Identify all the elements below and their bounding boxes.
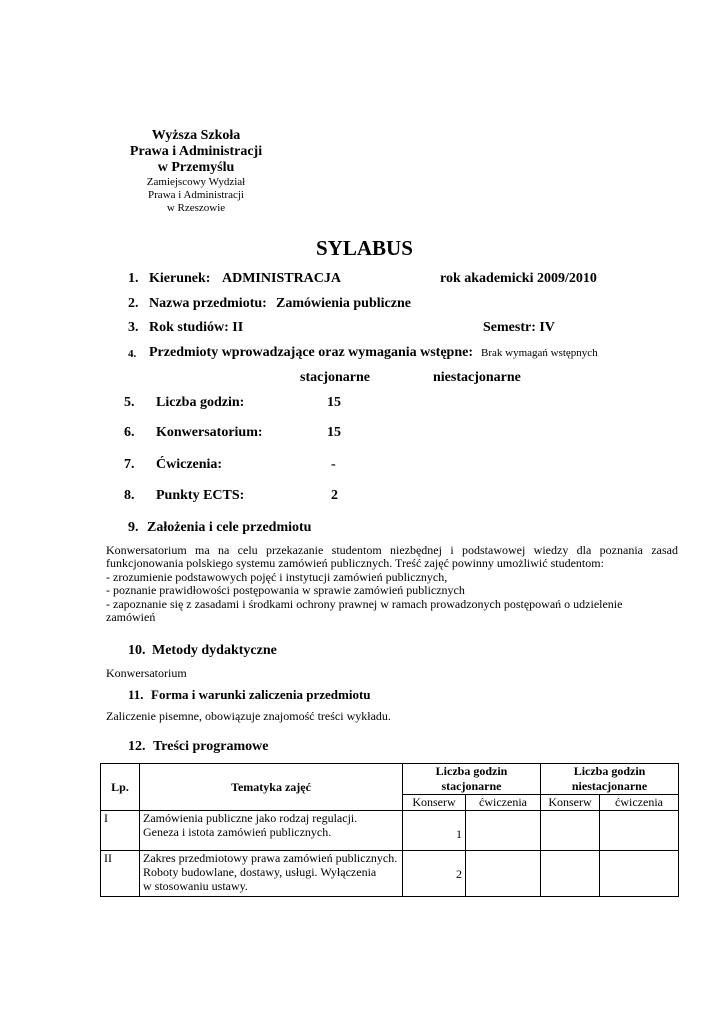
field-prerequisites-label: Przedmioty wprowadzające oraz wymagania wstępne:	[149, 345, 474, 360]
ects-label: Punkty ECTS:	[156, 488, 245, 503]
hours-total-value: 15	[327, 395, 341, 410]
item-number: 8.	[124, 488, 135, 503]
topic-line: Zamówienia publiczne jako rodzaj regulacji.	[143, 811, 358, 825]
institution-header	[108, 128, 284, 215]
field-prerequisites-value: Brak wymagań wstępnych	[481, 347, 598, 359]
sub-konserw-header: Konserw	[541, 795, 600, 811]
section-heading-program: Treści programowe	[153, 739, 269, 754]
institution-name-line2: Prawa i Administracji	[129, 144, 263, 159]
konwersatorium-label: Konwersatorium:	[156, 425, 263, 440]
assessment-text: Zaliczenie pisemne, obowiązuje znajomość treści wykładu.	[106, 709, 391, 723]
section-number: 10.	[128, 643, 146, 658]
academic-year: rok akademicki 2009/2010	[440, 271, 597, 286]
department-line2: Prawa i Administracji	[148, 189, 244, 201]
row-lp: II	[101, 851, 140, 897]
row-empty-cell	[466, 811, 541, 851]
sub-cwiczenia-header: ćwiczenia	[600, 795, 679, 811]
row-empty-cell	[600, 811, 679, 851]
col-stationary-header	[403, 764, 541, 795]
mode-nonstationary-header: niestacjonarne	[433, 370, 521, 385]
field-kierunek-value: ADMINISTRACJA	[222, 271, 342, 286]
item-number: 3.	[128, 320, 139, 335]
section-heading-assessment: Forma i warunki zaliczenia przedmiotu	[151, 687, 371, 702]
row-hours: 1	[403, 811, 466, 851]
topic-line: Zakres przedmiotowy prawa zamówień publicznych.	[143, 851, 398, 865]
program-table	[100, 763, 679, 897]
topic-line: Roboty budowlane, dostawy, usługi. Wyłączenia	[143, 865, 377, 879]
header-line: stacjonarne	[441, 779, 502, 793]
item-number: 6.	[124, 425, 135, 440]
sub-cwiczenia-header: ćwiczenia	[466, 795, 541, 811]
table-header-row	[101, 764, 679, 795]
field-subject-value: Zamówienia publiczne	[276, 296, 411, 311]
col-nonstationary-header	[541, 764, 679, 795]
ects-value: 2	[331, 488, 338, 503]
institution-name-line3: w Przemyślu	[157, 160, 235, 175]
row-empty-cell	[541, 811, 600, 851]
paragraph-line: - zrozumienie podstawowych pojęć i instytucji zamówień publicznych,	[106, 569, 448, 584]
header-line: Liczba godzin	[573, 764, 646, 778]
col-topic-header: Tematyka zajęć	[140, 764, 403, 811]
header-line: niestacjonarne	[571, 779, 648, 793]
row-empty-cell	[541, 851, 600, 897]
goals-paragraph	[106, 544, 678, 624]
row-topic	[140, 851, 403, 897]
cwiczenia-value: -	[331, 457, 336, 472]
cwiczenia-label: Ćwiczenia:	[156, 457, 223, 472]
department-line1: Zamiejscowy Wydział	[146, 176, 246, 188]
item-number: 2.	[128, 296, 139, 311]
row-topic	[140, 811, 403, 851]
paragraph-line: zamówień	[106, 610, 156, 625]
header-line: Liczba godzin	[435, 764, 508, 778]
sub-konserw-header: Konserw	[403, 795, 466, 811]
hours-total-label: Liczba godzin:	[156, 395, 245, 410]
field-kierunek-label: Kierunek:	[149, 271, 211, 286]
item-number: 7.	[124, 457, 135, 472]
institution-name-line1: Wyższa Szkoła	[151, 128, 241, 143]
col-lp-header: Lp.	[101, 764, 140, 811]
field-year-label: Rok studiów: II	[149, 320, 244, 335]
paragraph-line: - zapoznanie się z zasadami i środkami ochrony prawnej w ramach prowadzonych postępowań o udzielenie	[106, 596, 623, 611]
section-number: 12.	[128, 739, 146, 754]
page-title: SYLABUS	[316, 236, 413, 260]
item-number: 1.	[128, 271, 139, 286]
item-number: 4.	[128, 348, 137, 360]
row-lp: I	[101, 811, 140, 851]
field-semester: Semestr: IV	[483, 320, 555, 335]
topic-line: w stosowaniu ustawy.	[143, 879, 248, 893]
department-line3: w Rzeszowie	[166, 202, 226, 214]
row-empty-cell	[600, 851, 679, 897]
row-hours: 2	[403, 851, 466, 897]
table-row	[101, 811, 679, 851]
topic-line: Geneza i istota zamówień publicznych.	[143, 825, 332, 839]
methods-text: Konwersatorium	[106, 666, 187, 680]
section-heading-methods: Metody dydaktyczne	[152, 643, 277, 658]
mode-stationary-header: stacjonarne	[300, 370, 370, 385]
section-heading-goals: Założenia i cele przedmiotu	[147, 520, 312, 535]
section-number: 11.	[128, 687, 144, 702]
paragraph-line: funkcjonowania polskiego systemu zamówień publicznych. Treść zajęć powinny umożliwić studentom:	[106, 556, 604, 571]
table-row	[101, 851, 679, 897]
field-subject-label: Nazwa przedmiotu:	[149, 296, 267, 311]
section-number: 9.	[128, 520, 139, 535]
row-empty-cell	[466, 851, 541, 897]
konwersatorium-value: 15	[327, 425, 341, 440]
paragraph-line: Konwersatorium ma na celu przekazanie studentom niezbędnej i podstawowej wiedzy dla poznania zasad	[106, 543, 678, 557]
paragraph-line: - poznanie prawidłowości postępowania w sprawie zamówień publicznych	[106, 583, 465, 598]
item-number: 5.	[124, 395, 135, 410]
